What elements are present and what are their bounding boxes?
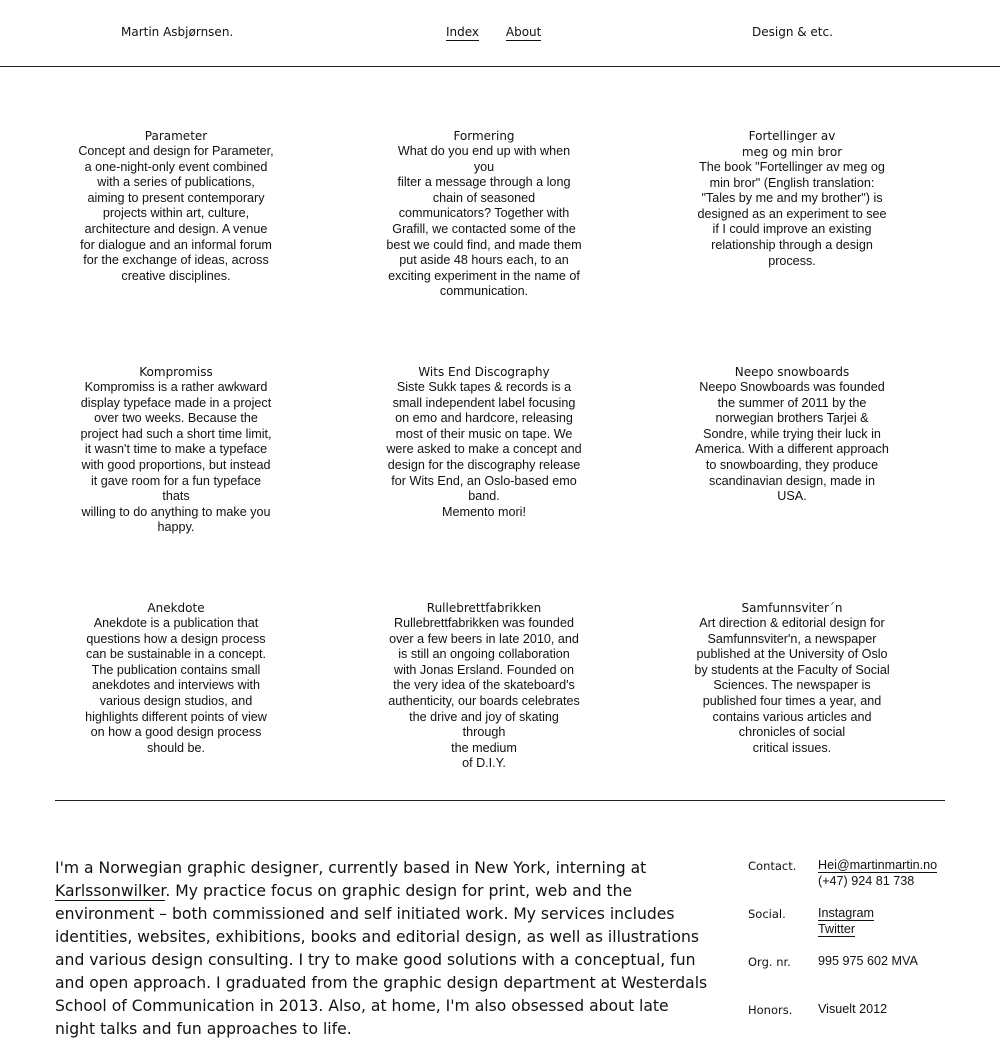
- honors-label: Honors.: [748, 1003, 793, 1017]
- project-description: Art direction & editorial design for Samfunnsviter'n, a newspaper published at the University of Oslo by students at the Faculty of Social Sciences. The newspaper is published four times a year, and contains various articles and chronicles of social critical issues.: [694, 616, 890, 755]
- section-divider: [55, 800, 945, 801]
- project-card[interactable]: [386, 600, 582, 772]
- honors-row: [748, 1001, 988, 1049]
- project-description: Neepo Snowboards was founded the summer of 2011 by the norwegian brothers Tarjei & Sondre, while trying their luck in America. With a different approach to snowboarding, they produce scandinavian design, made in USA.: [695, 380, 889, 504]
- project-card[interactable]: [694, 364, 890, 505]
- nav-index-link[interactable]: Index: [446, 25, 480, 39]
- org-row: [748, 953, 988, 1001]
- social-label: Social.: [748, 907, 786, 921]
- project-card[interactable]: [694, 600, 890, 756]
- about-intro: I'm a Norwegian graphic designer, currently based in New York, interning at: [55, 859, 647, 877]
- project-description: Siste Sukk tapes & records is a small independent label focusing on emo and hardcore, releasing most of their music on tape. We were asked to make a concept and design for the discography release for Wits End, an Oslo-based emo band. Memento mori!: [386, 380, 582, 519]
- project-description: What do you end up with when you filter a message through a long chain of seasoned communicators? Together with Grafill, we contacted some of the best we could find, and made them put aside 48 hours each, to an exciting experiment in the name of communication.: [386, 144, 582, 299]
- karlssonwilker-link[interactable]: Karlssonwilker: [55, 882, 166, 900]
- project-title: Neepo snowboards: [734, 365, 850, 379]
- project-title: Parameter: [144, 129, 208, 143]
- project-title: Formering: [453, 129, 515, 143]
- project-title: Rullebrettfabrikken: [426, 601, 542, 615]
- contact-row: [748, 857, 988, 905]
- about-text: [55, 857, 710, 1041]
- site-header: [0, 0, 1000, 67]
- social-row: [748, 905, 988, 953]
- twitter-link[interactable]: Twitter: [818, 921, 856, 936]
- org-label: Org. nr.: [748, 955, 791, 969]
- contact-label: Contact.: [748, 859, 797, 873]
- main-nav: [446, 25, 564, 39]
- project-title: Kompromiss: [139, 365, 213, 379]
- project-card[interactable]: [694, 128, 890, 269]
- instagram-link[interactable]: Instagram: [818, 906, 874, 920]
- project-description: The book "Fortellinger av meg og min bror" (English translation: "Tales by me and my brother") is designed as an experiment to see if I could improve an existing relationship through a design process.: [697, 160, 887, 268]
- contact-info: [748, 857, 988, 1049]
- project-title: Fortellinger av meg og min bror: [741, 129, 843, 159]
- project-card[interactable]: [78, 364, 274, 536]
- email-link[interactable]: Hei@martinmartin.no: [818, 858, 938, 872]
- tagline: Design & etc.: [752, 25, 833, 39]
- project-card[interactable]: [386, 364, 582, 520]
- project-card[interactable]: [78, 600, 274, 756]
- project-description: Kompromiss is a rather awkward display typeface made in a project over two weeks. Because the project had such a short time limit, it wasn't time to make a typeface with good proportions, but instead it gave room for a fun typeface thats willing to do anything to make you happy.: [80, 380, 272, 535]
- project-description: Rullebrettfabrikken was founded over a few beers in late 2010, and is still an ongoing collaboration with Jonas Ersland. Founded on the very idea of the skateboard's authenticity, our boards celebrates the drive and joy of skating through the medium of D.I.Y.: [388, 616, 580, 771]
- org-number: 995 975 602 MVA: [818, 954, 918, 968]
- nav-about-link[interactable]: About: [505, 25, 542, 39]
- project-title: Anekdote: [147, 601, 205, 615]
- project-card[interactable]: [386, 128, 582, 300]
- project-description: Concept and design for Parameter, a one-night-only event combined with a series of publications, aiming to present contemporary projects within art, culture, architecture and design. A venue for dialogue and an informal forum for the exchange of ideas, across creative disciplines.: [78, 144, 274, 283]
- project-card[interactable]: [78, 128, 274, 284]
- brand-name[interactable]: Martin Asbjørnsen.: [121, 25, 234, 39]
- about-body: . My practice focus on graphic design for print, web and the environment – both commissioned and self initiated work. My services includes identities, websites, exhibitions, books and editorial design, as well as illustrations and various design consulting. I try to make good solutions with a conceptual, fun and open approach. I graduated from the graphic design department at Westerdals School of Communication in 2013. Also, at home, I'm also obsessed about late night talks and fun approaches to life.: [55, 882, 708, 1038]
- project-title: Samfunnsviter´n: [741, 601, 843, 615]
- project-title: Wits End Discography: [418, 365, 550, 379]
- honor-item: Visuelt 2012: [818, 1002, 888, 1016]
- phone-number: (+47) 924 81 738: [818, 873, 915, 888]
- project-description: Anekdote is a publication that questions how a design process can be sustainable in a concept. The publication contains small anekdotes and interviews with various design studios, and highlights different points of view on how a good design process should be.: [85, 616, 267, 755]
